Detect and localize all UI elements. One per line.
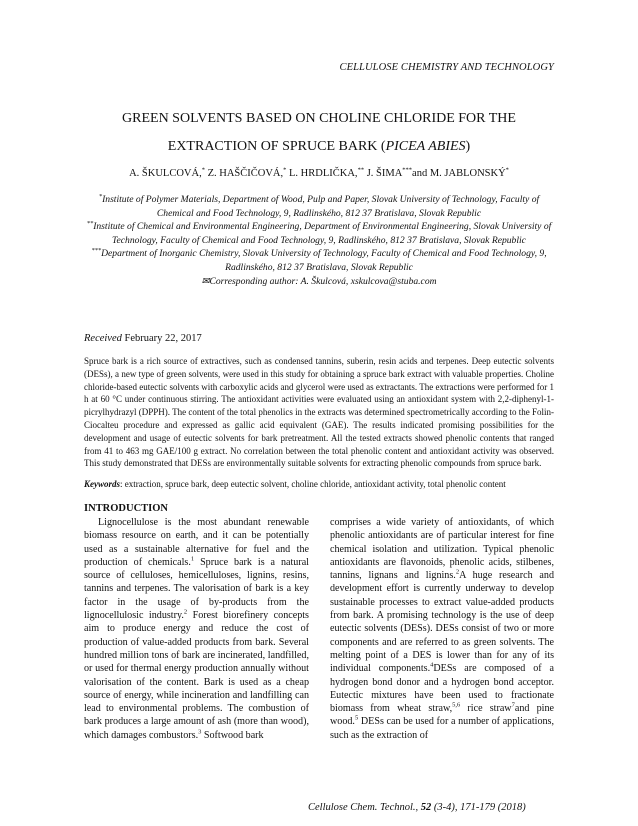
citation: 5,6 (452, 701, 461, 709)
citation: 2 (183, 608, 188, 616)
author-list (60, 167, 578, 181)
body-column-left (84, 516, 309, 742)
title-line-1: GREEN SOLVENTS BASED ON CHOLINE CHLORIDE FOR THE (122, 111, 516, 126)
author: L. HRDLIČKA, (289, 168, 358, 179)
body-column-right (330, 516, 554, 742)
received-date (84, 333, 202, 344)
affiliation-text: Institute of Chemical and Environmental Engineering, Department of Environmental Engineering, Slovak University of Technology, Faculty of Chemical and Food Technology, 9, Radlinského, 812 37 Bratislava, Slovak Republic (93, 221, 552, 246)
title-line-2 (60, 133, 578, 161)
affiliation (82, 193, 556, 220)
affiliation-mark: ** (86, 220, 94, 227)
body-text: A huge research and development effort is currently underway to develop sustainable processes to extract value-added products from bark. A promising technology is the use of deep eutectic solvents (DESs). DESs consist of two or more components and are referred to as green solvents. The melting point of a DES is lower than for any of its individual components. (330, 570, 554, 675)
received-value: February 22, 2017 (121, 333, 202, 344)
author: Z. HAŠČIČOVÁ, (207, 168, 284, 179)
citation: 1 (190, 555, 195, 563)
body-text: Lignocellulose is the most abundant renewable biomass resource on earth, and it can be potentially used as a sustainable alternative for fuel and the production of chemicals. (84, 517, 309, 568)
affiliation (82, 247, 556, 274)
body-text: Spruce bark is a natural source of celluloses, hemicelluloses, lignins, resins, tannins and terpenes. The valorisation of bark is a key factor in the usage of by-products from the lignocellulosic industry. (84, 556, 309, 622)
affiliations (82, 193, 556, 288)
body-text: rice straw (460, 703, 512, 715)
paper-title (60, 105, 578, 161)
citation: 7 (511, 701, 515, 709)
author-mark: *** (402, 166, 413, 174)
author-mark: * (201, 166, 205, 174)
citation: 5 (354, 715, 359, 723)
author-mark: ** (357, 166, 365, 174)
body-text: DESs are composed of a hydrogen bond donor and a hydrogen bond acceptor. Eutectic mixtures have been used to fractionate biomass from wheat straw, (330, 663, 554, 715)
section-heading-introduction: INTRODUCTION (84, 503, 169, 514)
author: A. ŠKULCOVÁ, (129, 168, 202, 179)
author: and M. JABLONSKÝ (412, 168, 506, 179)
body-text: DESs can be used for a number of applications, such as the extraction of (330, 716, 554, 741)
body-text: Forest biorefinery concepts aim to produce energy and reduce the cost of production of value-added products from bark. Several hundred million tons of bark are incinerated, landfilled, or used for thermal energy production annually without valorisation of the content. Bark is used as a cheap source of energy, while incineration and landfilling can lead to environmental problems. The combustion of bark produces a large amount of ash (more than wood), which damages combustors. (84, 610, 309, 741)
received-label: Received (84, 333, 122, 344)
body-text: and pine wood. (330, 703, 554, 728)
citation: 4 (430, 661, 434, 669)
author-mark: * (505, 166, 509, 174)
title-species: PICEA ABIES (385, 139, 466, 154)
affiliation-mark: *** (91, 247, 102, 255)
affiliation-text: Institute of Polymer Materials, Department of Wood, Pulp and Paper, Slovak University of Technology, Faculty of Chemical and Food Technology, 9, Radlinského, 812 37 Bratislava, Slovak Republic (102, 194, 540, 219)
keywords-text: : extraction, spruce bark, deep eutectic solvent, choline chloride, antioxidant activity, total phenolic content (120, 479, 506, 489)
affiliation-mark: * (98, 192, 103, 200)
body-text: Softwood bark (201, 729, 264, 741)
author: J. ŠIMA (366, 168, 403, 179)
footer-issue-pages: (3-4), 171-179 (2018) (431, 802, 526, 813)
abstract: Spruce bark is a rich source of extractives, such as condensed tannins, suberin, resin acids and terpenes. Deep eutectic solvents (DESs), a new type of green solvents, were used in this study for obtaining a spruce bark extract with valuable properties. Choline chloride-based eutectic solvents with carboxylic acids and glycerol were used as extractants. The extractions were performed for 1 h at 60 °C under continuous stirring. The antioxidant activities were evaluated using an antioxidant system with 2,2-diphenyl-1-picrylhydrazyl (DPPH). The content of the total phenolics in the extracts was determined spectrometrically according to the Folin-Ciocalteu procedure and expressed as gallic acid equivalent (GAE). The results indicated promising possibilities for the development and usage of eutectic solvents for bark pretreatment. All the tested extracts showed phenolic contents that ranged from 41 to 463 mg GAE/100 g extract. No correlation between the total phenolic content and antioxidant activity was observed. This study demonstrated that DESs are environmentally suitable solvents for extracting phenolic compounds from spruce bark. (84, 356, 554, 469)
journal-header: CELLULOSE CHEMISTRY AND TECHNOLOGY (339, 62, 554, 73)
title-suffix: ) (465, 139, 471, 154)
body-text: comprises a wide variety of antioxidants, of which phenolic antioxidants are of particular interest for fine chemical isolation and utilization. Typical phenolic antioxidants are flavonoids, phenolic acids, stilbenes, tannins, lignans and lignins. (330, 517, 554, 582)
citation-footer (308, 802, 526, 813)
citation: 3 (198, 728, 202, 736)
title-prefix: EXTRACTION OF SPRUCE BARK ( (167, 139, 386, 154)
citation: 2 (455, 568, 460, 576)
footer-volume: 52 (420, 802, 432, 813)
keywords (84, 478, 554, 491)
affiliation-text: Department of Inorganic Chemistry, Slovak University of Technology, Faculty of Chemical and Food Technology, 9, Radlinského, 812 37 Bratislava, Slovak Republic (101, 248, 547, 273)
author-mark: * (283, 166, 287, 174)
corresponding-author: ✉Corresponding author: A. Škulcová, xskulcova@stuba.com (201, 275, 437, 287)
affiliation (82, 220, 556, 247)
footer-journal: Cellulose Chem. Technol., (308, 802, 419, 813)
keywords-label: Keywords (84, 479, 120, 489)
